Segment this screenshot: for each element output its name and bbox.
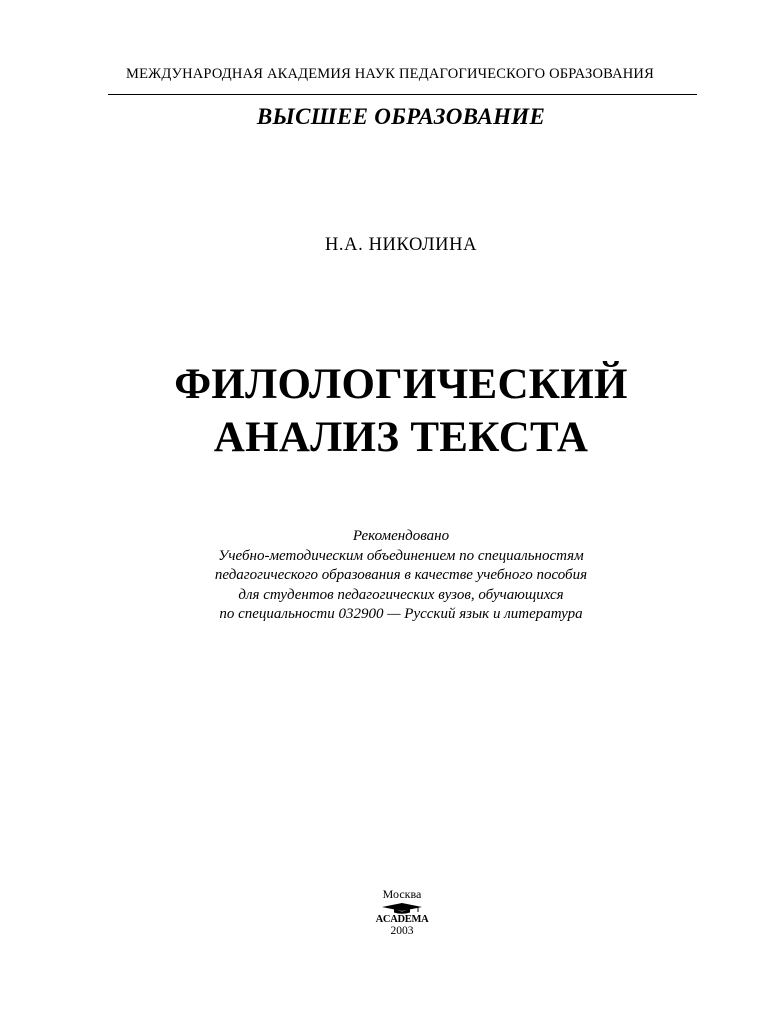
publication-year: 2003	[390, 925, 414, 937]
book-title-line-2: АНАЛИЗ ТЕКСТА	[213, 414, 589, 461]
author-name: Н.А. НИКОЛИНА	[324, 235, 478, 255]
recommendation-block	[0, 527, 768, 625]
graduation-cap-icon	[380, 902, 424, 914]
publisher-imprint	[362, 888, 442, 938]
publisher-name: ACADEMA	[375, 914, 429, 925]
recommendation-line: Учебно-методическим объединением по специальностям	[218, 547, 584, 564]
header-divider	[108, 94, 697, 95]
series-title: ВЫСШЕЕ ОБРАЗОВАНИЕ	[256, 104, 546, 129]
imprint-city: Москва	[382, 887, 422, 901]
recommendation-line: педагогического образования в качестве учебного пособия	[214, 567, 588, 583]
recommendation-line: Рекомендовано	[352, 528, 450, 544]
book-title	[0, 358, 768, 464]
organization-header: МЕЖДУНАРОДНАЯ АКАДЕМИЯ НАУК ПЕДАГОГИЧЕСКОГО ОБРАЗОВАНИЯ	[126, 66, 654, 82]
recommendation-line: по специальности 032900 — Русский язык и литература	[219, 606, 583, 622]
book-title-line-1: ФИЛОЛОГИЧЕСКИЙ	[174, 361, 628, 408]
recommendation-line: для студентов педагогических вузов, обучающихся	[238, 586, 564, 603]
